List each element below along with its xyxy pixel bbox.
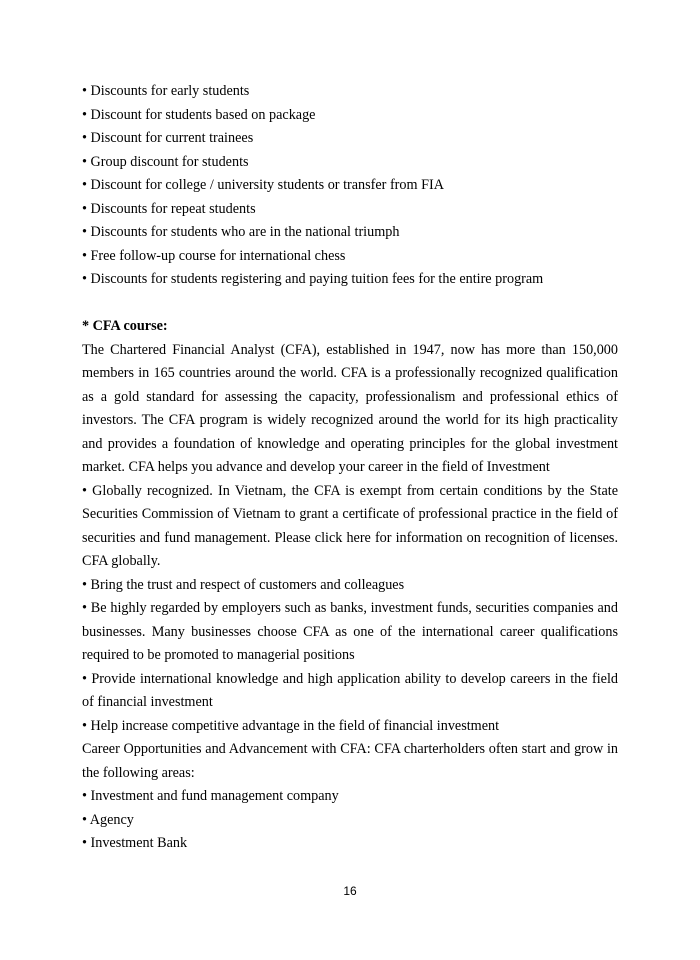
list-item: • Free follow-up course for international chess [82,247,346,264]
benefit-item: • Provide international knowledge and high application ability to develop careers in the field of financial investment [82,670,618,710]
list-item: • Discounts for students registering and paying tuition fees for the entire program [82,271,544,287]
list-item: • Discounts for repeat students [82,200,256,217]
career-area-item: • Agency [82,811,134,828]
list-item: • Discount for students based on package [82,106,316,123]
list-item: • Group discount for students [82,153,249,170]
benefit-item: • Globally recognized. In Vietnam, the CFA is exempt from certain conditions by the State Securities Commission of Vietnam to grant a certificate of professional practice in the field of securities and fund management. Please click here for information on recognition of licenses. CFA globally. [82,482,618,569]
list-item: • Discount for college / university students or transfer from FIA [82,177,444,193]
discount-list [82,80,618,292]
list-item: • Discount for current trainees [82,130,254,146]
list-item: • Discounts for early students [82,83,250,99]
career-area-item: • Investment Bank [82,835,188,851]
list-item: • Discounts for students who are in the national triumph [82,224,400,240]
spacer [82,292,618,316]
page-number: 16 [343,884,357,898]
benefit-item: • Be highly regarded by employers such as banks, investment funds, securities companies and businesses. Many businesses choose CFA as one of the international career qualifications required to be promoted to managerial positions [82,600,618,663]
benefit-item: • Help increase competitive advantage in the field of financial investment [82,717,500,734]
career-area-item: • Investment and fund management company [82,788,339,804]
career-intro-paragraph: Career Opportunities and Advancement with CFA: CFA charterholders often start and grow in the following areas: [82,741,618,781]
cfa-section [82,315,618,856]
cfa-intro-paragraph: The Chartered Financial Analyst (CFA), established in 1947, now has more than 150,000 members in 165 countries around the world. CFA is a professionally recognized qualification as a gold standard for assessing the capacity, professionalism and professional ethics of investors. The CFA program is widely recognized around the world for its high practicality and provides a foundation of knowledge and operating principles for the global investment market. CFA helps you advance and develop your career in the field of Investment [82,341,618,475]
cfa-heading: * CFA course: [82,318,168,334]
benefit-item: • Bring the trust and respect of customers and colleagues [82,576,405,593]
document-body [82,80,618,856]
